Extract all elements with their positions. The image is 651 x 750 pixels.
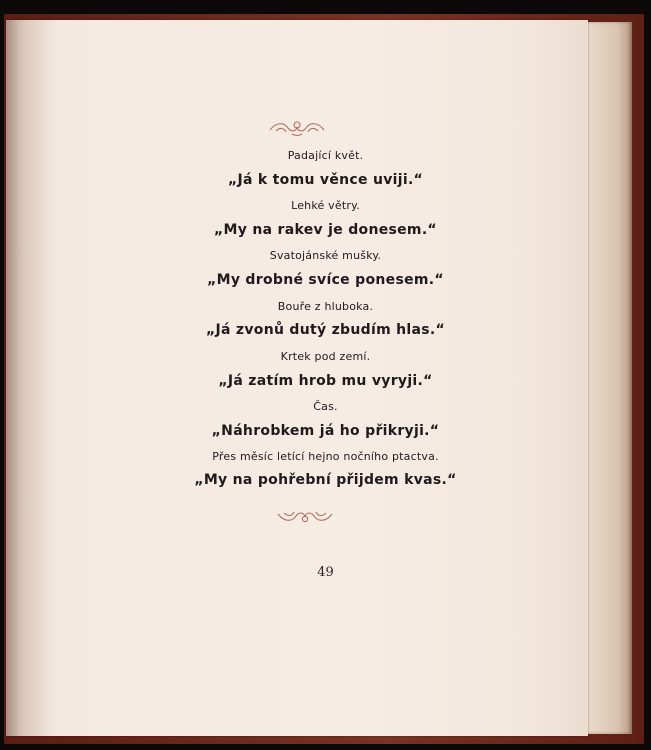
verse-line: „My na pohřební přijdem kvas.“ (194, 472, 457, 488)
verse-line: „Já zvonů dutý zbudím hlas.“ (206, 322, 445, 338)
page-number: 49 (317, 565, 334, 580)
speaker-label: Svatojánské mušky. (269, 249, 382, 262)
speaker-label: Krtek pod zemí. (280, 350, 371, 363)
verse-line: „Já zatím hrob mu vyryji.“ (218, 373, 433, 389)
verse-line: „Já k tomu věnce uviji.“ (227, 172, 424, 188)
speaker-label: Čas. (313, 400, 338, 413)
speaker-label: Lehké větry. (291, 199, 360, 212)
verse-line: „My na rakev je donesem.“ (214, 222, 437, 238)
bottom-vignette-icon (274, 508, 336, 526)
speaker-label: Padající květ. (287, 149, 364, 162)
verse-line: „My drobné svíce ponesem.“ (207, 272, 444, 288)
verse-line: „Náhrobkem já ho přikryji.“ (211, 423, 440, 439)
speaker-label: Bouře z hluboka. (277, 300, 374, 313)
speaker-label: Přes měsíc letící hejno nočního ptactva. (212, 450, 439, 463)
top-vignette-icon (266, 118, 328, 138)
